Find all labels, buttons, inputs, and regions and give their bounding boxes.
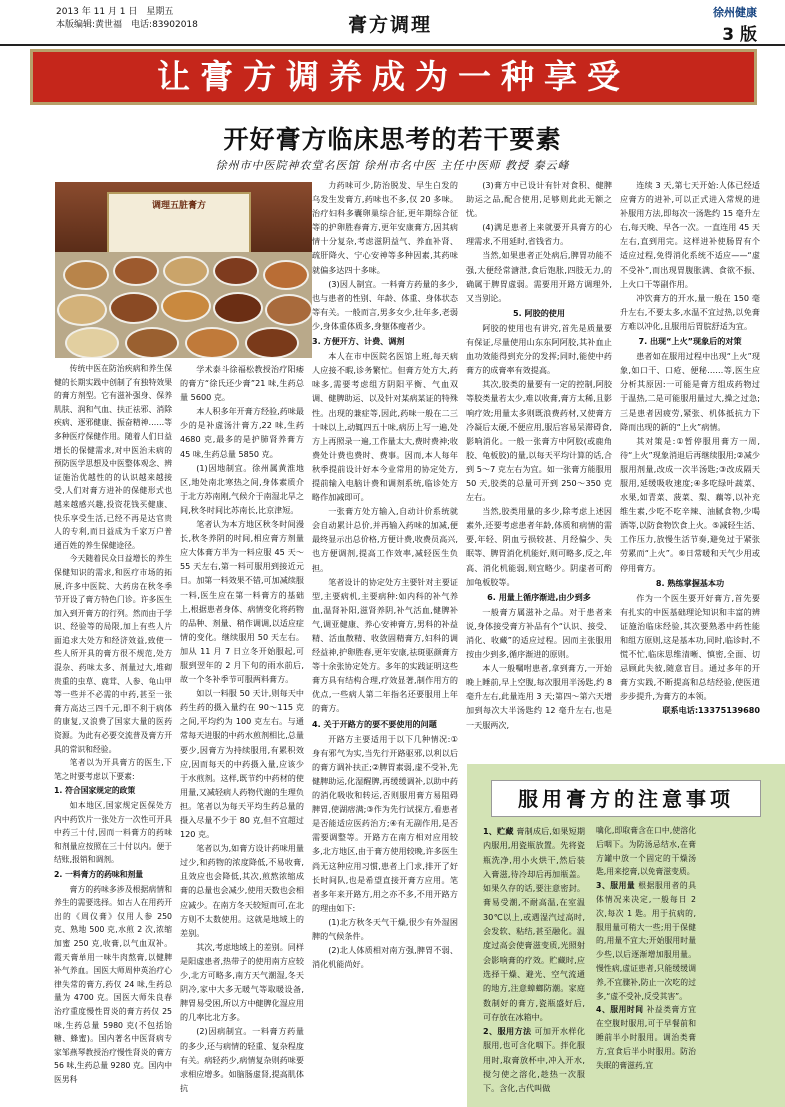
herb-dish xyxy=(113,256,159,286)
paragraph: 冲饮膏方的开水,量一般在 150 毫升左右,不要太多,水温不宜过热,以免膏方难以冲化,且服用后胃脘舒适为宜。 xyxy=(620,292,760,331)
paragraph: 开路方主要适用于以下几种情况:①身有邪气为实,当先行开路驱邪,以利以后的膏方调补扶正;②脾胃素弱,虚不受补,先健脾助运,化湿醒脾,再缓缓调补,以助中药的消化吸收和转运,否则服用膏方易阻碍脾胃,使湖痞满;③作为先行试探方,看患者是否能适应医药治方;④有无副作用,是否需要调整等。开路方在南方相对应用较多,北方地区,由于膏方使用较晚,许多医生尚无这种应用习惯,患者上门求,排开了好长时间队,也是希望直接开膏方应用。笔者多年来开路方,用之亦不多,不用开路方的理由如下: xyxy=(312,733,458,913)
paragraph: (4)满足患者上来就要开具膏方的心理需求,不用延时,省钱省力。 xyxy=(466,222,612,247)
tips-column-1 xyxy=(483,824,585,1096)
paragraph: 作为一个医生要开好膏方,首先要有扎实的中医基础理论知识和丰富的辨证施治临床经验,其次要熟悉中药性能和组方原则,这是基本功,同时,临诊时,不慌不忙,临床思维清晰、慎密,全面、切忌顾此失彼,随意盲目。通过多年的开膏方实践,不断提高和总结经验,使医道步步提升,为膏方的本领。 xyxy=(620,592,760,702)
paragraph: 患者如在服用过程中出现“上火”现象,如口干、口疮、便秘……等,医生应分析其原因:一可能是膏方组成药物过于温热,二是可能服用量过大,操之过急;三是患者因疲劳,紧张、机体抵抗力下降而出现的新的“上火”病情。 xyxy=(620,351,760,432)
article-column-3 xyxy=(312,178,458,971)
herb-dish xyxy=(63,260,109,290)
paragraph: 阿胶的使用也有讲究,首先是质量要有保证,尽量使用山东东阿阿胶,其补血止血功效能得到充分的发挥;同时,能使中药膏方的成膏率有效提高。 xyxy=(466,322,612,376)
paragraph: 笔者以为开具膏方的医生,下笔之时要考虑以下要素: xyxy=(54,758,172,781)
paragraph: 笔者以为,如膏方设计药味用量过少,和药物的浓度降低,不易收膏,且效应也会降低,其次,煎熬浓缩成膏的总量也会减少,使用天数也会相应减少。在南方冬天较短而可,在北方则不太数使用。这就是地域上的差别。 xyxy=(180,843,304,938)
contact-phone: 联系电话:13375139680 xyxy=(662,705,760,716)
herb-dish xyxy=(163,256,209,286)
herb-dish xyxy=(265,294,312,326)
tips-paragraph xyxy=(596,879,696,1003)
tips-text: 补益类膏方宜在空腹时服用,可于早餐前和睡前半小时服用。调治类膏方,宜食后半小时服用。防治失眠的膏滋药,宜 xyxy=(596,1005,697,1070)
article-column-1 xyxy=(54,362,172,1086)
paragraph: 本人一般嘱咐患者,拿到膏方,一开始晚上睡前,早上空腹,每次服用半汤匙,约 8 毫升左右,此量连用 3 天;第四～第六天增加到每次大半汤匙约 12 毫升左右,也是一天服两次, xyxy=(466,663,612,730)
photo-sign xyxy=(107,192,251,254)
header-editor: 本版编辑:黄世福 电话:83902018 xyxy=(56,20,198,30)
section-heading: 8. 熟练掌握基本功 xyxy=(655,577,725,588)
paragraph: (2)北人体质相对南方强,脾胃不弱、消化机能尚好。 xyxy=(312,945,458,970)
herb-dish xyxy=(65,327,119,358)
paragraph: 力药味可少,防治脱发、早生白发的乌发生发膏方,药味也不多,仅 20 多味。治疗妇科多囊卵巢综合征,更年期综合征等的护卵胜春膏方,更年安康膏方,因其病情十分复杂,考虑滋阴益气、养血补肾、疏肝降火、宁心安神等多种因素,其药味就偏多达四十多味。 xyxy=(312,180,458,275)
tips-text: 膏制成后,如果短期内服用,用瓷瓶放置。先将瓷瓶洗净,用小火烘干,然后装入膏滋,待冷却后再加瓶盖。如果久存的话,要注意密封。膏易受潮,不耐高温,在室温 30℃以上,或遇湿汽过高时,会发软、粘结,甚至融化。温度过高会使膏滋变质,光照射会影响膏的疗效。贮藏时,应选择干燥、避光、空气流通的地方,注意蟑螂防潮。家庭数制好的膏方,瓷瓶盛好后,可存放在冰箱中。 xyxy=(483,826,586,1022)
paragraph: (1)北方秋冬天气干燥,很少有外湿困脾的气候条件。 xyxy=(312,916,458,941)
paragraph: (2)因病制宜。一料膏方药量的多少,还与病情的轻重、复杂程度有关。病轻药少,病情复杂则药味要求相应增多。如脑肠虚肾,提高肌体抗 xyxy=(180,1026,304,1093)
paragraph: 如以一料服 50 天计,则每天中药生药的摄入量约在 90～115 克之间,平均约为 100 克左右。与通常每天进服的中药水煎剂相比,总量要少,因膏方为持续服用,有累积效应,因而每天的中药摄入量,应该少于水煎剂。这样,既节约中药材的使用量,又减轻病人药物代谢的生理负担。笔者以为每天平均生药总量的摄入尽量不少于 80 克,但不宜超过 120 克。 xyxy=(180,688,304,840)
paragraph: 今天随着民众日益增长的养生保健知识的需求,和医疗市场的拓展,许多中医院、大药房在秋冬季节开设了膏方特色门诊。许多医生加入到开膏方的行列。然而由于学识、经验等的局限,加上有些人片面追求大处方和经济效益,致使一些人所开具的膏方很不规范,处方混杂、药味太多、剂量过大,堆砌贵重的虫草、鹿茸、人参、龟山甲等一些并不必需的中药,甚至一张膏方高达三四千元,即不利于病体的康复,又浪费了国家大量的医药资源。为此有必要交流普及膏方开具的常识和经验。 xyxy=(54,554,172,754)
article-byline: 徐州市中医院神农堂名医馆 徐州市名中医 主任中医师 教授 秦云峰 xyxy=(215,159,570,172)
header-right xyxy=(713,4,757,45)
paragraph: 一般膏方属滋补之品。对于患者来说,身体接受膏方补品有个“认识、接受、消化、收藏”的适应过程。因而主张服用按由少到多,循序渐进的原则。 xyxy=(466,606,612,660)
paragraph: 笔者设计的协定处方主要针对主要证型,主要病机,主要病种:如内科的补气养血,温肾补阳,滋肾养阴,补气活血,健脾补气,调亚健康、养心安神膏方,男科的补益精、活血散精、收敛固精膏方,妇科的调经益神,护卵胜春,更年安康,祛斑驱颜膏方等十余张协定处方。多年的实践证明这些膏方具有结构合理,疗效显著,制作用方的优点,一些病人第二年指名还要服用上年的膏方。 xyxy=(312,576,458,714)
paragraph: 连续 3 天,第七天开始:人体已经适应膏方的进补,可以正式进入常规的进补服用方法,即每次一汤匙约 15 毫升左右,每天晚、早各一次。一直连用 45 天左右,直到用完。这样进补使肠胃有个适应过程,免得消化系统不适应——“虚不受补”,而出现胃腹胀满、食欲不振、上火口干等副作用。 xyxy=(620,180,760,289)
tips-heading: 2、服用方法 xyxy=(483,1026,532,1037)
tips-text: 噙化,即取膏含在口中,使溶化后咽下。为防汤忌结水,在膏方罐中放一个固定的干燥汤匙,用来挖膏,以免膏滋变质。 xyxy=(596,826,696,877)
section-title: 膏方调理 xyxy=(348,14,433,36)
headline-banner: 让膏方调养成为一种享受 xyxy=(30,49,757,105)
header-meta xyxy=(56,6,198,32)
tips-paragraph xyxy=(596,1003,696,1072)
herb-dish xyxy=(213,292,263,324)
paragraph: (3)膏方中已设计有针对食积、健脾助运之品,配合使用,足够则此此无额之忧。 xyxy=(466,180,612,219)
paragraph: 如本地区,国家规定医保处方内中药饮片一张处方一次性可开具中药三十付,因而一料膏方的药味和剂量应按照在三十付以内。便于结账,报销和调剂。 xyxy=(54,801,172,865)
tips-column-2 xyxy=(596,824,696,1072)
herb-dish xyxy=(263,260,309,290)
article-column-5 xyxy=(620,178,760,718)
tips-paragraph xyxy=(483,1024,585,1095)
tips-text: 根据服用者的具体情况来决定,一般每日 2 次,每次 1 匙。用于抗病的,服用量可稍大一些;用于保健的,用量不宜大;开始服用时量少些,以后逐渐增加服用量。慢性病,虚证患者,只能缓缓调养,不宜骤补,防止一次吃的过多,“虚不受补,反受其害”。 xyxy=(596,881,696,1001)
paragraph: 一张膏方处方输入,自动计价系统就会自动累计总价,并再输入药味的加减,便最终显示出总价格,方便计费,收费员高兴,也方便调剂,提高工作效率,减轻医生负担。 xyxy=(312,506,458,573)
article-title: 开好膏方临床思考的若干要素 xyxy=(223,125,562,154)
tips-heading: 4、服用时间 xyxy=(596,1005,644,1015)
paragraph: 本人在市中医院名医馆上班,每天病人应接不暇,诊务繁忙。但膏方处方大,药味多,需要考虑组方阴阳平衡、气血双调、健脾助运、以及针对某病某证的特殊性。出现的兼症等,因此,药味一般在二三十味以上,动辄四五十味,病历上写一遍,处方上再照录一遍,工作量太大,费时费神;收费处计费也费时、费事。因而,本人每年秋季提前设计好本今业常用的协定处方,提前输入电脑计费和调剂系统,临诊处方略作加减即可。 xyxy=(312,351,458,503)
newspaper-brand: 徐州健康 xyxy=(713,6,757,19)
herb-dish xyxy=(213,256,259,286)
tips-text: 可加开水样化服用,也可含化咽下。拌化服用时,取膏放杯中,冲入开水,搅匀使之溶化,趁热一次服下。含化,古代叫做 xyxy=(483,1026,585,1094)
section-heading: 6. 用量上循序渐进,由少到多 xyxy=(487,591,591,602)
herb-dish xyxy=(161,290,211,322)
header-date: 2013 年 11 月 1 日 星期五 xyxy=(56,7,174,17)
section-heading: 7. 出现“上火”现象后的对策 xyxy=(638,336,742,347)
section-heading: 4. 关于开路方的要不要使用的问题 xyxy=(312,718,437,729)
paragraph: 传统中医在防治疾病和养生保健的长期实践中创制了有独特效果的膏方剂型。它有滋补强身、保养肌肤、润和气血、扶正祛邪、消除疾病、逐邪健康、振奋精神……等多种医疗保健作用。随着人们日益增长的保健需求,对中医治未病的预防医学思想及中医整体观念、辨证施治优越性的的认识越来越接受,人们对膏方进补的保健形式也越来越感兴趣,投资花钱买健康、快乐享受生活,已经不再是达官贵人的专利,而日益成为千家万户普通百姓的养生保健途径。 xyxy=(54,364,172,550)
section-heading: 3. 方便开方、计费、调剂 xyxy=(312,336,405,347)
tips-heading: 3、服用量 xyxy=(596,881,636,891)
paragraph: 当然,胶类用量的多少,除考虑上述因素外,还要考虑患者年龄,体质和病情的需要,年轻、阴血亏损较甚、月经偏少、失眠等、脾胃消化机能好,则可略多,反之,年高、消化机能弱,则宜略少。阴虚者可酌加龟板胶等。 xyxy=(466,506,612,587)
herb-dish xyxy=(57,294,107,326)
photo-sign-text: 调理五脏膏方 xyxy=(151,201,206,211)
page-header xyxy=(0,0,785,46)
herb-dish xyxy=(125,327,179,358)
herb-dish xyxy=(245,327,299,358)
section-heading: 1. 符合国家规定的政策 xyxy=(54,786,136,796)
paragraph: 本人积多年开膏方经验,药味最少的是补虚汤汁膏方,22 味,生药 4680 克,最多的是护肺肾养膏方 45 味,生药总量 5850 克。 xyxy=(180,406,304,459)
section-heading: 2. 一料膏方的药味和剂量 xyxy=(54,869,144,879)
paragraph: 其次,胶类的量要有一定的控制,阿胶等胶类量若太少,难以收膏,膏方太稀,且影响疗效;用量太多则既浪费药材,又使膏方冷凝后太硬,不便应用,服后容易呆滞碍食,影响消化。一般一张膏方中阿胶(或鹿角胶、龟板胶)的量,以每天平均计算的话,合到 5～7 克左右为宜。如一张膏方能服用 50 天,胶类的总量可开到 250～350 克左右。 xyxy=(466,379,612,503)
section-heading: 5. 阿胶的使用 xyxy=(513,307,565,318)
paragraph: (3)因人制宜。一料膏方药量的多少,也与患者的性别、年龄、体重、身体状态等有关。一般而言,男多女少,壮年多,老弱少,身体重体质多,身躯体瘦者少。 xyxy=(312,278,458,331)
herb-dish xyxy=(185,327,239,358)
tips-paragraph xyxy=(596,824,696,879)
article-column-2 xyxy=(180,362,304,1095)
paragraph: 学术泰斗徐福松教授治疗阳痿的膏方“徐氏还少膏”21 味,生药总量 5600 克。 xyxy=(180,364,304,403)
paragraph: 笔者认为本方地区秋冬时间漫长,秋冬养阴的时间,相应膏方剂量应大体膏方半为一料应服 45 天～55 天左右,第一料可服用到接近元日。加第一料效果不错,可加减续服一料,医生应在第一料膏方的基础上,根据患者身体、病情变化将药物的品种、剂量、稍作调调,以适应症情的变化。继续服用 50 天左右。加从 11 月 7 日立冬开始服起,可服到翌年的 2 月下旬的雨水前后,故一个冬补季节可服两料膏方。 xyxy=(180,519,304,685)
paragraph: 其对策是:①暂停服用膏方一周,待“上火”现象消退后再继续服用;②减少服用剂量,改成一次半汤匙;③改成隔天服用,延缓吸收速度;④多吃绿叶蔬菜、水果,如青菜、菠菜、梨、藕等,以补充维生素,少吃不吃辛辣、油腻食物,少喝酒等,以防食物饮食上火。⑤减轻生活、工作压力,放慢生活节奏,避免过于紧张劳累而“上火”。⑥日常暖和天气少用或停用膏方。 xyxy=(620,435,760,573)
article-photo xyxy=(55,182,312,358)
paragraph: 当然,如果患者正处病后,脾胃功能不强,大便经常溏泄,食后饱胀,四肢无力,的确属于脾胃虚弱。需要用开路方调理外,又当别论。 xyxy=(466,250,612,303)
herb-dish xyxy=(109,292,159,324)
paragraph: 膏方的药味多涉及根据病情和养生的需要选择。如古人在用药开出的《周仪膏》仅用人参 250 克、熟地 500 克,水煎 2 次,浓缩加蜜 250 克,收膏,以气血双补。霞天膏单用一味牛肉熬膏,以健脾补气养血。国医大师周仲英治疗心律失常的膏方,药仅 24 味,生药总量为 4700 克。国医大师朱良春治疗重度慢性胃炎的膏方药仅 25 味,生药总量 5980 克(不包括饴糖、蜂蜜)。国内著名中医肾病专家邹燕琴教授治疗慢性肾炎的膏方 56 味,生药总量 9280 克。国内中医男科 xyxy=(54,884,172,1084)
tips-title: 服用膏方的注意事项 xyxy=(491,780,761,817)
paragraph: (1)因地制宜。徐州属黄淮地区,地处南北寒热之间,身体素质介于北方苏南刚,气候介于南湿北旱之间,秋冬时间比苏南长,比京津短。 xyxy=(180,462,304,515)
paragraph: 其次,考虑地域上的差别。同样是阳虚患者,热带子的使用南方应较少,北方可略多,南方天气潮湿,冬天阴冷,家中大多无暖气等取暖设备,脾胃易受困,所以方中健脾化湿应用的几率比北方多。 xyxy=(180,941,304,1023)
page-number: 3 版 xyxy=(722,25,757,45)
article-column-4 xyxy=(466,178,612,732)
tips-heading: 1、贮藏 xyxy=(483,826,514,836)
tips-paragraph xyxy=(483,824,585,1024)
